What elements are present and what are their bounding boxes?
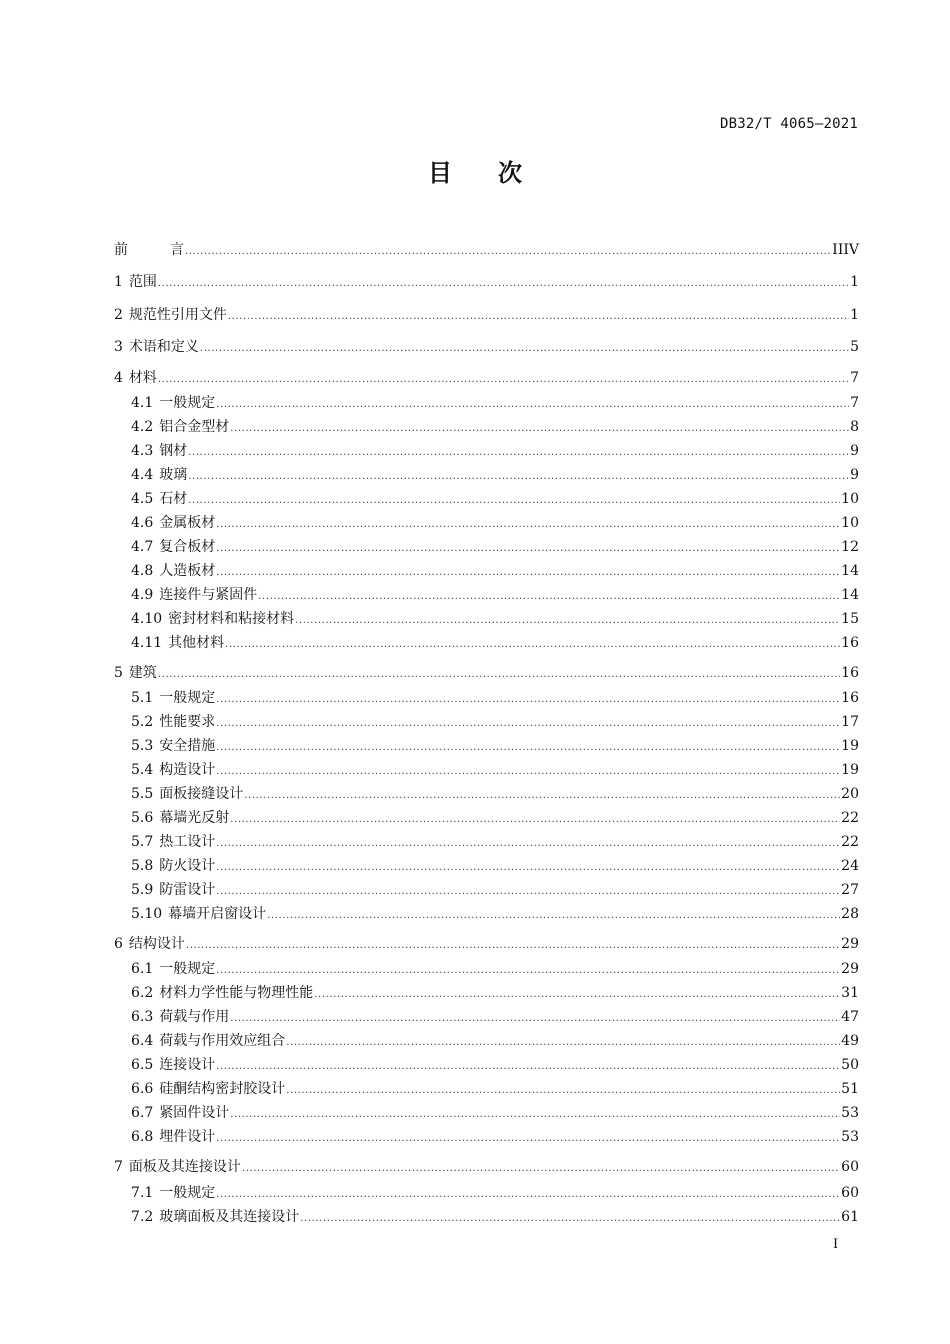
toc-entry-number: 4.3 <box>131 443 154 459</box>
toc-entry-text: 防火设计 <box>159 858 216 874</box>
leader-dots <box>158 665 840 685</box>
toc-entry-page: 28 <box>841 906 859 922</box>
toc-entry-text: 连接件与紧固件 <box>159 587 258 603</box>
toc-entry[interactable] <box>131 832 859 852</box>
toc-entry[interactable] <box>131 441 859 461</box>
toc-entry-page: 15 <box>841 611 859 627</box>
toc-entry-text: 材料力学性能与物理性能 <box>159 985 314 1001</box>
toc-entry[interactable] <box>131 808 859 828</box>
toc-entry-text: 面板及其连接设计 <box>128 1159 241 1175</box>
leader-dots <box>258 587 840 607</box>
toc-entry-text: 结构设计 <box>128 936 185 952</box>
toc-entry-number: 4.4 <box>131 467 154 483</box>
toc-entry-text: 玻璃面板及其连接设计 <box>159 1209 300 1225</box>
toc-entry-label <box>131 736 215 756</box>
toc-entry[interactable] <box>114 337 859 357</box>
leader-dots <box>200 339 849 359</box>
toc-entry-label <box>131 513 215 533</box>
leader-dots <box>286 1081 840 1101</box>
toc-entry-number: 7.2 <box>131 1209 154 1225</box>
leader-dots <box>216 395 849 415</box>
toc-entry-page: 19 <box>841 762 859 778</box>
toc-entry-page: 27 <box>841 882 859 898</box>
toc-entry-label <box>114 934 185 954</box>
toc-entry-page: 9 <box>850 443 859 459</box>
toc-entry-page: 17 <box>841 714 859 730</box>
toc-entry-number: 4.7 <box>131 539 154 555</box>
toc-entry-number: 5.3 <box>131 738 154 754</box>
toc-entry[interactable] <box>131 760 859 780</box>
toc-entry-text: 材料 <box>128 370 157 386</box>
toc-entry-label <box>131 712 215 732</box>
toc-entry-label <box>131 561 215 581</box>
toc-entry-page: 22 <box>841 810 859 826</box>
toc-entry[interactable] <box>131 688 859 708</box>
toc-entry[interactable] <box>131 393 859 413</box>
toc-entry-page: 1 <box>850 274 859 290</box>
toc-entry-number: 6.7 <box>131 1105 154 1121</box>
toc-entry-number: 6 <box>114 936 123 952</box>
toc-entry-label <box>131 983 313 1003</box>
toc-entry-number: 4.6 <box>131 515 154 531</box>
leader-dots <box>158 274 849 294</box>
toc-entry-text: 范围 <box>128 274 157 290</box>
toc-entry[interactable] <box>131 633 859 653</box>
leader-dots <box>242 1159 840 1179</box>
toc-entry-page: 16 <box>841 690 859 706</box>
toc-entry-text: 规范性引用文件 <box>128 307 227 323</box>
toc-entry-text: 面板接缝设计 <box>159 786 244 802</box>
toc-entry[interactable] <box>131 609 859 629</box>
toc-entry-label <box>131 904 266 924</box>
toc-entry-text: 密封材料和粘接材料 <box>168 611 295 627</box>
toc-entry[interactable] <box>131 983 859 1003</box>
toc-entry-page: 7 <box>850 370 859 386</box>
toc-entry-text: 一般规定 <box>159 395 216 411</box>
toc-entry-number: 2 <box>114 307 123 323</box>
toc-entry-page: 29 <box>841 936 859 952</box>
toc-entry-label <box>131 465 187 485</box>
toc-entry-label <box>114 1157 241 1177</box>
toc-entry[interactable] <box>131 712 859 732</box>
toc-entry-text: 性能要求 <box>159 714 216 730</box>
toc-entry-page: 49 <box>841 1033 859 1049</box>
leader-dots <box>216 762 840 782</box>
toc-entry-number: 6.6 <box>131 1081 154 1097</box>
toc-entry-page: 14 <box>841 563 859 579</box>
toc-entry-page: 51 <box>841 1081 859 1097</box>
leader-dots <box>188 491 840 511</box>
toc-entry-number: 5.8 <box>131 858 154 874</box>
toc-entry-label <box>131 1207 299 1227</box>
leader-dots <box>295 611 840 631</box>
toc-entry-text: 其他材料 <box>168 635 225 651</box>
toc-entry[interactable] <box>131 1127 859 1147</box>
toc-entry-label <box>131 1055 215 1075</box>
toc-entry-number: 1 <box>114 274 123 290</box>
toc-entry-label <box>131 856 215 876</box>
toc-entry-page: 29 <box>841 961 859 977</box>
toc-entry[interactable] <box>114 368 859 388</box>
toc-entry-number: 6.3 <box>131 1009 154 1025</box>
leader-dots <box>216 1185 840 1205</box>
toc-entry-page: 53 <box>841 1105 859 1121</box>
toc-title <box>0 153 950 188</box>
toc-entry-number: 6.2 <box>131 985 154 1001</box>
toc-entry-label <box>114 272 157 292</box>
leader-dots <box>244 786 840 806</box>
leader-dots <box>188 467 849 487</box>
toc-entry-label <box>131 537 215 557</box>
toc-entry[interactable] <box>131 513 859 533</box>
toc-entry-number: 3 <box>114 339 123 355</box>
leader-dots <box>158 370 849 390</box>
toc-entry[interactable] <box>131 1183 859 1203</box>
leader-dots <box>286 1033 840 1053</box>
toc-entry-number: 7.1 <box>131 1185 154 1201</box>
toc-entry-label <box>131 832 215 852</box>
toc-entry-text: 一般规定 <box>159 1185 216 1201</box>
toc-entry-preface[interactable] <box>114 240 859 260</box>
toc-entry-label <box>114 368 157 388</box>
toc-entry-text: 硅酮结构密封胶设计 <box>159 1081 286 1097</box>
toc-entry-text: 构造设计 <box>159 762 216 778</box>
toc-entry-page: 47 <box>841 1009 859 1025</box>
toc-entry[interactable] <box>131 736 859 756</box>
toc-entry-page: 24 <box>841 858 859 874</box>
leader-dots <box>216 539 840 559</box>
leader-dots <box>216 690 840 710</box>
leader-dots <box>230 419 849 439</box>
leader-dots <box>216 834 840 854</box>
toc-entry-label <box>131 760 215 780</box>
toc-entry[interactable] <box>131 1079 859 1099</box>
toc-entry-text: 幕墙光反射 <box>159 810 230 826</box>
toc-entry-number: 5.9 <box>131 882 154 898</box>
toc-entry-text: 热工设计 <box>159 834 216 850</box>
toc-entry-number: 6.5 <box>131 1057 154 1073</box>
toc-entry[interactable] <box>131 561 859 581</box>
leader-dots <box>230 1009 840 1029</box>
toc-entry-number: 5.4 <box>131 762 154 778</box>
leader-dots <box>314 985 840 1005</box>
leader-dots <box>216 882 840 902</box>
toc-entry-text: 人造板材 <box>159 563 216 579</box>
leader-dots <box>300 1209 840 1229</box>
toc-entry-page: 53 <box>841 1129 859 1145</box>
toc-entry[interactable] <box>131 585 859 605</box>
toc-entry-page: 14 <box>841 587 859 603</box>
leader-dots <box>216 1057 840 1077</box>
toc-entry-label <box>114 663 157 683</box>
toc-entry-number: 5 <box>114 665 123 681</box>
toc-entry-text: 防雷设计 <box>159 882 216 898</box>
toc-entry-label <box>131 633 224 653</box>
toc-entry[interactable] <box>131 489 859 509</box>
toc-entry-label <box>131 808 229 828</box>
toc-entry[interactable] <box>131 465 859 485</box>
toc-entry-number: 6.4 <box>131 1033 154 1049</box>
toc-entry-text: 金属板材 <box>159 515 216 531</box>
toc-entry-number: 6.1 <box>131 961 154 977</box>
leader-dots <box>216 714 840 734</box>
toc-entry-text: 一般规定 <box>159 961 216 977</box>
toc-entry-number: 5.7 <box>131 834 154 850</box>
toc-entry-number: 4.2 <box>131 419 154 435</box>
toc-entry[interactable] <box>114 934 859 954</box>
toc-entry-page: 1 <box>850 307 859 323</box>
toc-entry-label <box>131 784 243 804</box>
leader-dots <box>186 936 840 956</box>
toc-entry[interactable] <box>131 1207 859 1227</box>
toc-entry[interactable] <box>114 305 859 325</box>
toc-entry[interactable] <box>131 1031 859 1051</box>
toc-entry-label <box>131 441 187 461</box>
toc-entry-text: 复合板材 <box>159 539 216 555</box>
toc-entry-page: 31 <box>841 985 859 1001</box>
toc-entry-page: 9 <box>850 467 859 483</box>
toc-entry-text: 钢材 <box>159 443 188 459</box>
toc-entry-text: 建筑 <box>128 665 157 681</box>
leader-dots <box>228 307 849 327</box>
toc-entry[interactable] <box>131 784 859 804</box>
leader-dots <box>267 906 840 926</box>
toc-entry-page: 5 <box>850 339 859 355</box>
toc-entry[interactable] <box>131 417 859 437</box>
toc-entry[interactable] <box>131 880 859 900</box>
toc-entry-number: 4.8 <box>131 563 154 579</box>
toc-entry-label <box>131 1127 215 1147</box>
document-code: DB32/T 4065—2021 <box>719 116 858 132</box>
toc-entry-page: 12 <box>841 539 859 555</box>
toc-entry-label <box>131 393 215 413</box>
toc-entry-label <box>114 305 227 325</box>
leader-dots <box>216 1129 840 1149</box>
toc-entry-number: 4.9 <box>131 587 154 603</box>
toc-entry[interactable] <box>131 1103 859 1123</box>
toc-entry-number: 5.1 <box>131 690 154 706</box>
toc-entry-text: 紧固件设计 <box>159 1105 230 1121</box>
toc-entry-text: 安全措施 <box>159 738 216 754</box>
toc-entry-number: 4.10 <box>131 611 163 627</box>
leader-dots <box>216 961 840 981</box>
leader-dots <box>230 810 840 830</box>
toc-entry-text: 术语和定义 <box>128 339 199 355</box>
toc-title-char-1: 目 <box>428 159 452 187</box>
toc-entry-number: 5.10 <box>131 906 163 922</box>
toc-entry-number: 5.2 <box>131 714 154 730</box>
toc-entry-label <box>131 688 215 708</box>
toc-entry[interactable] <box>131 856 859 876</box>
toc-entry-page: 7 <box>850 395 859 411</box>
toc-entry-label <box>131 959 215 979</box>
toc-entry-text: 荷载与作用效应组合 <box>159 1033 286 1049</box>
leader-dots <box>216 515 840 535</box>
toc-entry-label <box>131 609 294 629</box>
toc-entry-number: 5.6 <box>131 810 154 826</box>
toc-entry-label <box>131 417 229 437</box>
leader-dots <box>188 443 849 463</box>
toc-entry-label <box>131 1183 215 1203</box>
leader-dots <box>216 738 840 758</box>
toc-entry-text: 幕墙开启窗设计 <box>168 906 267 922</box>
toc-entry-text: 玻璃 <box>159 467 188 483</box>
toc-entry-number: 5.5 <box>131 786 154 802</box>
toc-entry-label <box>131 489 187 509</box>
toc-entry-text: 石材 <box>159 491 188 507</box>
toc-entry-page: 10 <box>841 515 859 531</box>
toc-entry-page: 60 <box>841 1185 859 1201</box>
toc-entry-page: 50 <box>841 1057 859 1073</box>
leader-dots <box>185 242 831 262</box>
toc-entry-label <box>131 585 257 605</box>
toc-entry-number: 4.5 <box>131 491 154 507</box>
toc-entry-page: 8 <box>850 419 859 435</box>
toc-entry-text: 一般规定 <box>159 690 216 706</box>
toc-entry-number: 4.1 <box>131 395 154 411</box>
toc-entry-text: 荷载与作用 <box>159 1009 230 1025</box>
toc-entry-page: 60 <box>841 1159 859 1175</box>
toc-entry-page: 16 <box>841 635 859 651</box>
toc-entry-number: 4 <box>114 370 123 386</box>
page-number: I <box>833 1237 839 1252</box>
toc-entry-label <box>131 1031 285 1051</box>
toc-entry-page: 20 <box>841 786 859 802</box>
toc-entry-page: 22 <box>841 834 859 850</box>
toc-entry-label <box>131 1103 229 1123</box>
leader-dots <box>216 563 840 583</box>
toc-entry[interactable] <box>131 959 859 979</box>
toc-entry-text: 连接设计 <box>159 1057 216 1073</box>
toc-title-char-2: 次 <box>498 159 522 187</box>
toc-entry[interactable] <box>131 1007 859 1027</box>
toc-entry-label <box>131 1007 229 1027</box>
toc-entry-page: IIIV <box>832 242 859 258</box>
toc-entry-page: 10 <box>841 491 859 507</box>
toc-entry-text: 埋件设计 <box>159 1129 216 1145</box>
toc-entry[interactable] <box>131 537 859 557</box>
toc-entry[interactable] <box>131 1055 859 1075</box>
toc-entry-label <box>114 337 199 357</box>
toc-entry-page: 19 <box>841 738 859 754</box>
toc-entry-page: 16 <box>841 665 859 681</box>
toc-entry-label <box>131 880 215 900</box>
leader-dots <box>230 1105 840 1125</box>
toc-entry-number: 7 <box>114 1159 123 1175</box>
toc-entry-page: 61 <box>841 1209 859 1225</box>
toc-entry-label: 前 言 <box>114 242 184 258</box>
toc-entry[interactable] <box>131 904 859 924</box>
toc-entry-number: 4.11 <box>131 635 163 651</box>
leader-dots <box>225 635 840 655</box>
toc-entry-label <box>131 1079 285 1099</box>
toc-entry[interactable] <box>114 1157 859 1177</box>
toc-entry-number: 6.8 <box>131 1129 154 1145</box>
leader-dots <box>216 858 840 878</box>
toc-entry-text: 铝合金型材 <box>159 419 230 435</box>
toc-entry[interactable] <box>114 272 859 292</box>
toc-entry[interactable] <box>114 663 859 683</box>
